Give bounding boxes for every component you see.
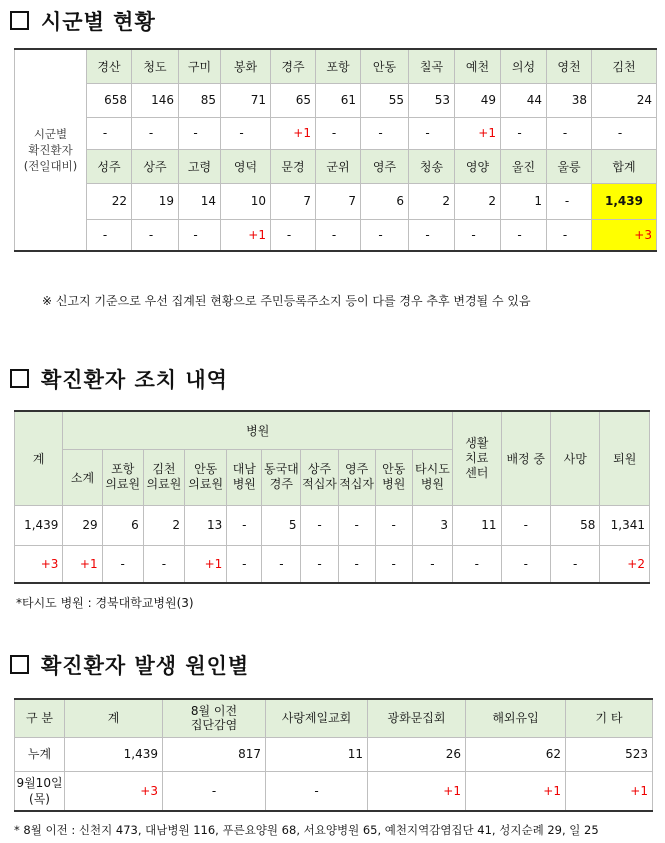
header-hospital-col: 포항 의료원 bbox=[102, 449, 143, 505]
header-cell: 해외유입 bbox=[466, 699, 566, 737]
city-delta-cell: - bbox=[271, 219, 316, 251]
cause-table bbox=[14, 698, 653, 812]
city-name-cell: 고령 bbox=[179, 149, 221, 183]
delta-cell: - bbox=[262, 545, 301, 583]
delta-cell: - bbox=[375, 545, 412, 583]
city-delta-cell: +1 bbox=[455, 117, 501, 149]
city-delta-cell: - bbox=[501, 117, 547, 149]
header-living-center: 생활 치료 센터 bbox=[453, 411, 501, 505]
city-count-cell: 6 bbox=[361, 183, 409, 219]
count-cell: - bbox=[301, 505, 338, 545]
delta-cell: +1 bbox=[63, 545, 102, 583]
city-delta-row bbox=[15, 117, 657, 149]
cause-note: * 8월 이전 : 신천지 473, 대남병원 116, 푸른요양원 68, 서요양병원 65, 예천지역감염집단 41, 성지순례 29, 일 25 bbox=[14, 823, 599, 837]
count-cell: - bbox=[227, 505, 262, 545]
city-name-cell: 합계 bbox=[592, 149, 657, 183]
city-delta-cell: - bbox=[547, 117, 592, 149]
city-delta-cell: - bbox=[221, 117, 271, 149]
checkbox-square-icon bbox=[10, 655, 29, 674]
city-name-cell: 영양 bbox=[455, 149, 501, 183]
city-delta-cell: - bbox=[87, 219, 132, 251]
city-count-cell: 19 bbox=[132, 183, 179, 219]
side-label: 시군별 확진환자 (전일대비) bbox=[15, 49, 87, 251]
city-count-cell: 85 bbox=[179, 83, 221, 117]
header-cell: 광화문집회 bbox=[368, 699, 466, 737]
header-subtotal: 소계 bbox=[63, 449, 102, 505]
city-delta-cell: +3 bbox=[592, 219, 657, 251]
header-cell: 8월 이전 집단감염 bbox=[163, 699, 266, 737]
city-status-note: ※ 신고지 기준으로 우선 집계된 현황으로 주민등록주소지 등이 다를 경우 추후 변경될 수 있음 bbox=[42, 294, 531, 308]
header-hospital-col: 대남 병원 bbox=[227, 449, 262, 505]
count-cell: 1,439 bbox=[15, 505, 63, 545]
delta-cell: - bbox=[102, 545, 143, 583]
header-row bbox=[15, 699, 653, 737]
city-count-cell: 22 bbox=[87, 183, 132, 219]
delta-cell: - bbox=[412, 545, 452, 583]
city-name-row bbox=[15, 49, 657, 83]
city-count-cell: 71 bbox=[221, 83, 271, 117]
count-cell: 3 bbox=[412, 505, 452, 545]
city-delta-cell: - bbox=[316, 219, 361, 251]
city-count-cell: 1,439 bbox=[592, 183, 657, 219]
city-delta-row bbox=[15, 219, 657, 251]
city-name-cell: 포항 bbox=[316, 49, 361, 83]
city-name-cell: 구미 bbox=[179, 49, 221, 83]
city-count-cell: 14 bbox=[179, 183, 221, 219]
city-count-cell: 49 bbox=[455, 83, 501, 117]
city-count-cell: 24 bbox=[592, 83, 657, 117]
section-title-city-status bbox=[10, 6, 156, 36]
header-death: 사망 bbox=[550, 411, 599, 505]
city-count-cell: 2 bbox=[455, 183, 501, 219]
city-name-cell: 영주 bbox=[361, 149, 409, 183]
city-delta-cell: +1 bbox=[221, 219, 271, 251]
count-cell: 5 bbox=[262, 505, 301, 545]
city-name-cell: 상주 bbox=[132, 149, 179, 183]
city-name-cell: 문경 bbox=[271, 149, 316, 183]
city-delta-cell: - bbox=[592, 117, 657, 149]
city-delta-cell: - bbox=[409, 219, 455, 251]
city-delta-cell: - bbox=[179, 117, 221, 149]
checkbox-square-icon bbox=[10, 11, 29, 30]
value-cell: +1 bbox=[368, 771, 466, 811]
city-count-cell: - bbox=[547, 183, 592, 219]
delta-cell: - bbox=[501, 545, 550, 583]
city-name-cell: 청송 bbox=[409, 149, 455, 183]
city-count-cell: 55 bbox=[361, 83, 409, 117]
city-count-cell: 146 bbox=[132, 83, 179, 117]
value-cell: 817 bbox=[163, 737, 266, 771]
value-cell: - bbox=[266, 771, 368, 811]
count-cell: 1,341 bbox=[600, 505, 650, 545]
header-hospital-col: 동국대 경주 bbox=[262, 449, 301, 505]
header-cell: 사랑제일교회 bbox=[266, 699, 368, 737]
value-cell: 1,439 bbox=[65, 737, 163, 771]
city-delta-cell: +1 bbox=[271, 117, 316, 149]
delta-cell: - bbox=[227, 545, 262, 583]
city-count-row bbox=[15, 183, 657, 219]
city-name-cell: 경산 bbox=[87, 49, 132, 83]
header-total: 계 bbox=[15, 411, 63, 505]
city-name-cell: 군위 bbox=[316, 149, 361, 183]
city-delta-cell: - bbox=[87, 117, 132, 149]
delta-cell: - bbox=[453, 545, 501, 583]
city-count-cell: 7 bbox=[316, 183, 361, 219]
city-delta-cell: - bbox=[455, 219, 501, 251]
value-cell: +1 bbox=[566, 771, 653, 811]
count-cell: 29 bbox=[63, 505, 102, 545]
city-count-cell: 61 bbox=[316, 83, 361, 117]
city-delta-cell: - bbox=[361, 219, 409, 251]
value-cell: +1 bbox=[466, 771, 566, 811]
city-count-row bbox=[15, 83, 657, 117]
city-count-cell: 658 bbox=[87, 83, 132, 117]
city-delta-cell: - bbox=[132, 117, 179, 149]
delta-cell: +1 bbox=[185, 545, 227, 583]
city-count-cell: 10 bbox=[221, 183, 271, 219]
count-cell: 13 bbox=[185, 505, 227, 545]
section-title-text: 시군별 현황 bbox=[41, 10, 156, 34]
delta-cell: +3 bbox=[15, 545, 63, 583]
header-cell: 기 타 bbox=[566, 699, 653, 737]
city-count-cell: 44 bbox=[501, 83, 547, 117]
delta-cell: - bbox=[550, 545, 599, 583]
city-name-row bbox=[15, 149, 657, 183]
header-hospital-col: 상주 적십자 bbox=[301, 449, 338, 505]
header-discharge: 퇴원 bbox=[600, 411, 650, 505]
city-count-cell: 65 bbox=[271, 83, 316, 117]
value-cell: 11 bbox=[266, 737, 368, 771]
city-name-cell: 안동 bbox=[361, 49, 409, 83]
city-name-cell: 칠곡 bbox=[409, 49, 455, 83]
value-cell: 523 bbox=[566, 737, 653, 771]
delta-cell: - bbox=[338, 545, 375, 583]
count-row bbox=[15, 505, 650, 545]
header-row bbox=[15, 411, 650, 449]
header-hospital: 병원 bbox=[63, 411, 453, 449]
count-cell: - bbox=[501, 505, 550, 545]
value-cell: +3 bbox=[65, 771, 163, 811]
header-hospital-col: 안동 병원 bbox=[375, 449, 412, 505]
city-name-cell: 의성 bbox=[501, 49, 547, 83]
checkbox-square-icon bbox=[10, 369, 29, 388]
count-cell: 58 bbox=[550, 505, 599, 545]
city-name-cell: 성주 bbox=[87, 149, 132, 183]
section-title-text: 확진환자 발생 원인별 bbox=[41, 654, 250, 678]
city-name-cell: 경주 bbox=[271, 49, 316, 83]
city-name-cell: 영덕 bbox=[221, 149, 271, 183]
row-label: 9월10일 (목) bbox=[15, 771, 65, 811]
city-name-cell: 울릉 bbox=[547, 149, 592, 183]
value-cell: 62 bbox=[466, 737, 566, 771]
city-delta-cell: - bbox=[361, 117, 409, 149]
row-label: 누계 bbox=[15, 737, 65, 771]
city-name-cell: 울진 bbox=[501, 149, 547, 183]
value-cell: 26 bbox=[368, 737, 466, 771]
value-cell: - bbox=[163, 771, 266, 811]
delta-cell: +2 bbox=[600, 545, 650, 583]
city-count-cell: 38 bbox=[547, 83, 592, 117]
city-delta-cell: - bbox=[501, 219, 547, 251]
city-name-cell: 봉화 bbox=[221, 49, 271, 83]
daily-row bbox=[15, 771, 653, 811]
header-cell: 계 bbox=[65, 699, 163, 737]
delta-cell: - bbox=[301, 545, 338, 583]
count-cell: - bbox=[338, 505, 375, 545]
city-count-cell: 2 bbox=[409, 183, 455, 219]
count-cell: 6 bbox=[102, 505, 143, 545]
actions-table bbox=[14, 410, 650, 584]
header-hospital-col: 안동 의료원 bbox=[185, 449, 227, 505]
city-delta-cell: - bbox=[547, 219, 592, 251]
city-delta-cell: - bbox=[179, 219, 221, 251]
city-name-cell: 김천 bbox=[592, 49, 657, 83]
city-count-cell: 53 bbox=[409, 83, 455, 117]
section-title-text: 확진환자 조치 내역 bbox=[41, 368, 228, 392]
city-delta-cell: - bbox=[132, 219, 179, 251]
section-title-cause bbox=[10, 650, 249, 680]
header-cell: 구 분 bbox=[15, 699, 65, 737]
header-hospital-col: 영주 적십자 bbox=[338, 449, 375, 505]
city-name-cell: 영천 bbox=[547, 49, 592, 83]
delta-cell: - bbox=[143, 545, 184, 583]
section-title-actions bbox=[10, 364, 228, 394]
actions-note: *타시도 병원 : 경북대학교병원(3) bbox=[16, 596, 194, 610]
header-waiting: 배정 중 bbox=[501, 411, 550, 505]
city-delta-cell: - bbox=[409, 117, 455, 149]
delta-row bbox=[15, 545, 650, 583]
header-hospital-col: 타시도 병원 bbox=[412, 449, 452, 505]
city-count-cell: 1 bbox=[501, 183, 547, 219]
city-name-cell: 청도 bbox=[132, 49, 179, 83]
header-hospital-col: 김천 의료원 bbox=[143, 449, 184, 505]
count-cell: - bbox=[375, 505, 412, 545]
count-cell: 11 bbox=[453, 505, 501, 545]
count-cell: 2 bbox=[143, 505, 184, 545]
city-delta-cell: - bbox=[316, 117, 361, 149]
city-status-table bbox=[14, 48, 657, 252]
cumulative-row bbox=[15, 737, 653, 771]
city-count-cell: 7 bbox=[271, 183, 316, 219]
city-name-cell: 예천 bbox=[455, 49, 501, 83]
